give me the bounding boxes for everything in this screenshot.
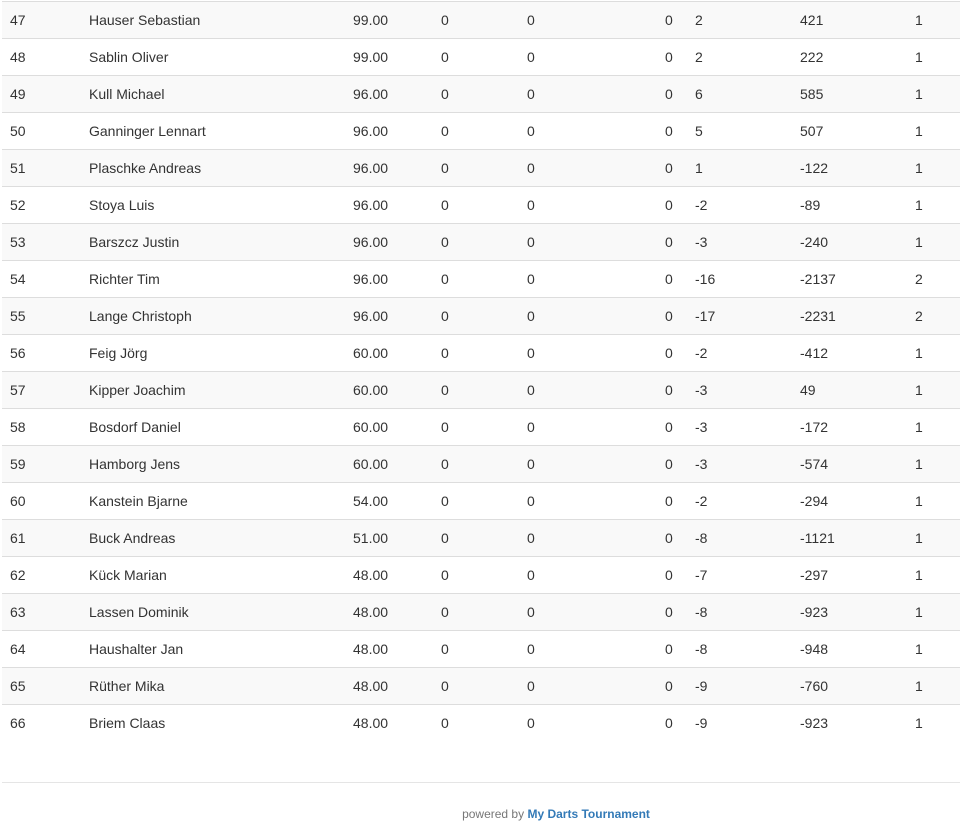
stat-cell-b: 0 [519, 594, 665, 631]
stat-cell-d: -17 [695, 298, 800, 335]
stat-cell-b: 0 [519, 705, 665, 742]
average-cell: 96.00 [345, 150, 433, 187]
stat-cell-a: 0 [433, 113, 519, 150]
stat-cell-f: 1 [915, 520, 960, 557]
player-name-cell: Bosdorf Daniel [81, 409, 345, 446]
stat-cell-d: -9 [695, 705, 800, 742]
average-cell: 48.00 [345, 668, 433, 705]
stat-cell-c: 0 [665, 668, 695, 705]
stat-cell-f: 1 [915, 372, 960, 409]
average-cell: 60.00 [345, 372, 433, 409]
rank-cell: 52 [2, 187, 81, 224]
stat-cell-d: -3 [695, 224, 800, 261]
stat-cell-a: 0 [433, 594, 519, 631]
stat-cell-c: 0 [665, 705, 695, 742]
stat-cell-a: 0 [433, 2, 519, 39]
stat-cell-c: 0 [665, 409, 695, 446]
stat-cell-b: 0 [519, 113, 665, 150]
table-row [2, 705, 960, 742]
stat-cell-a: 0 [433, 150, 519, 187]
stat-cell-a: 0 [433, 483, 519, 520]
stat-cell-e: -2137 [800, 261, 915, 298]
stat-cell-b: 0 [519, 261, 665, 298]
stat-cell-f: 1 [915, 668, 960, 705]
stat-cell-f: 1 [915, 150, 960, 187]
player-name-cell: Plaschke Andreas [81, 150, 345, 187]
rank-cell: 57 [2, 372, 81, 409]
stat-cell-b: 0 [519, 631, 665, 668]
player-name-cell: Sablin Oliver [81, 39, 345, 76]
stat-cell-d: -2 [695, 483, 800, 520]
stat-cell-c: 0 [665, 187, 695, 224]
rank-cell: 53 [2, 224, 81, 261]
stat-cell-d: 6 [695, 76, 800, 113]
average-cell: 48.00 [345, 594, 433, 631]
stat-cell-c: 0 [665, 372, 695, 409]
stat-cell-a: 0 [433, 557, 519, 594]
stat-cell-c: 0 [665, 631, 695, 668]
average-cell: 96.00 [345, 224, 433, 261]
stat-cell-d: -8 [695, 631, 800, 668]
table-row [2, 76, 960, 113]
stat-cell-d: -2 [695, 187, 800, 224]
stat-cell-c: 0 [665, 39, 695, 76]
table-row [2, 557, 960, 594]
stat-cell-f: 1 [915, 594, 960, 631]
rank-cell: 63 [2, 594, 81, 631]
stat-cell-c: 0 [665, 446, 695, 483]
player-name-cell: Lange Christoph [81, 298, 345, 335]
stat-cell-f: 1 [915, 335, 960, 372]
stat-cell-e: -923 [800, 705, 915, 742]
stat-cell-a: 0 [433, 76, 519, 113]
stat-cell-a: 0 [433, 372, 519, 409]
stat-cell-d: -16 [695, 261, 800, 298]
stat-cell-e: 49 [800, 372, 915, 409]
stat-cell-f: 1 [915, 113, 960, 150]
average-cell: 99.00 [345, 2, 433, 39]
stat-cell-f: 1 [915, 483, 960, 520]
stat-cell-d: -7 [695, 557, 800, 594]
player-name-cell: Kipper Joachim [81, 372, 345, 409]
stat-cell-e: -89 [800, 187, 915, 224]
player-name-cell: Feig Jörg [81, 335, 345, 372]
stat-cell-b: 0 [519, 483, 665, 520]
stat-cell-e: -760 [800, 668, 915, 705]
player-name-cell: Rüther Mika [81, 668, 345, 705]
rank-cell: 58 [2, 409, 81, 446]
table-row [2, 446, 960, 483]
stat-cell-b: 0 [519, 335, 665, 372]
stat-cell-c: 0 [665, 261, 695, 298]
rank-cell: 47 [2, 2, 81, 39]
stat-cell-a: 0 [433, 187, 519, 224]
rank-cell: 66 [2, 705, 81, 742]
footer-brand-link[interactable]: My Darts Tournament [527, 807, 650, 821]
rank-cell: 60 [2, 483, 81, 520]
stat-cell-f: 1 [915, 409, 960, 446]
average-cell: 96.00 [345, 298, 433, 335]
stat-cell-c: 0 [665, 113, 695, 150]
rank-cell: 59 [2, 446, 81, 483]
stat-cell-b: 0 [519, 520, 665, 557]
stat-cell-c: 0 [665, 520, 695, 557]
average-cell: 96.00 [345, 76, 433, 113]
stat-cell-d: -2 [695, 335, 800, 372]
player-name-cell: Kanstein Bjarne [81, 483, 345, 520]
stat-cell-f: 1 [915, 2, 960, 39]
table-row [2, 39, 960, 76]
stat-cell-c: 0 [665, 335, 695, 372]
average-cell: 96.00 [345, 261, 433, 298]
table-row [2, 261, 960, 298]
stat-cell-e: 507 [800, 113, 915, 150]
average-cell: 48.00 [345, 557, 433, 594]
table-row [2, 372, 960, 409]
rank-cell: 51 [2, 150, 81, 187]
table-row [2, 335, 960, 372]
stat-cell-a: 0 [433, 335, 519, 372]
stat-cell-a: 0 [433, 446, 519, 483]
table-row [2, 594, 960, 631]
average-cell: 99.00 [345, 39, 433, 76]
footer-divider [2, 782, 960, 783]
player-name-cell: Hamborg Jens [81, 446, 345, 483]
table-row [2, 520, 960, 557]
standings-table-body [2, 2, 960, 742]
stat-cell-d: -3 [695, 446, 800, 483]
rank-cell: 49 [2, 76, 81, 113]
stat-cell-d: -3 [695, 409, 800, 446]
stat-cell-e: 421 [800, 2, 915, 39]
player-name-cell: Barszcz Justin [81, 224, 345, 261]
footer-powered-by: powered by [462, 807, 525, 821]
player-name-cell: Kull Michael [81, 76, 345, 113]
stat-cell-e: -122 [800, 150, 915, 187]
stat-cell-b: 0 [519, 298, 665, 335]
stat-cell-a: 0 [433, 298, 519, 335]
stat-cell-b: 0 [519, 668, 665, 705]
rank-cell: 65 [2, 668, 81, 705]
table-row [2, 631, 960, 668]
stat-cell-e: -297 [800, 557, 915, 594]
stat-cell-f: 1 [915, 39, 960, 76]
stat-cell-b: 0 [519, 372, 665, 409]
stat-cell-e: -1121 [800, 520, 915, 557]
average-cell: 60.00 [345, 409, 433, 446]
player-name-cell: Ganninger Lennart [81, 113, 345, 150]
table-row [2, 113, 960, 150]
average-cell: 60.00 [345, 446, 433, 483]
rank-cell: 55 [2, 298, 81, 335]
stat-cell-c: 0 [665, 150, 695, 187]
stat-cell-e: -574 [800, 446, 915, 483]
rank-cell: 64 [2, 631, 81, 668]
stat-cell-c: 0 [665, 483, 695, 520]
stat-cell-a: 0 [433, 39, 519, 76]
stat-cell-b: 0 [519, 187, 665, 224]
stat-cell-a: 0 [433, 409, 519, 446]
rank-cell: 48 [2, 39, 81, 76]
stat-cell-f: 2 [915, 298, 960, 335]
rank-cell: 56 [2, 335, 81, 372]
stat-cell-f: 1 [915, 557, 960, 594]
average-cell: 96.00 [345, 113, 433, 150]
table-row [2, 224, 960, 261]
stat-cell-d: -8 [695, 520, 800, 557]
table-row [2, 483, 960, 520]
average-cell: 96.00 [345, 187, 433, 224]
table-row [2, 409, 960, 446]
table-row [2, 2, 960, 39]
stat-cell-f: 1 [915, 446, 960, 483]
stat-cell-c: 0 [665, 76, 695, 113]
footer [0, 807, 960, 821]
player-name-cell: Buck Andreas [81, 520, 345, 557]
stat-cell-d: -3 [695, 372, 800, 409]
average-cell: 60.00 [345, 335, 433, 372]
stat-cell-a: 0 [433, 520, 519, 557]
stat-cell-f: 2 [915, 261, 960, 298]
stat-cell-e: -2231 [800, 298, 915, 335]
table-row [2, 298, 960, 335]
standings-table-container [2, 1, 960, 742]
stat-cell-e: 585 [800, 76, 915, 113]
stat-cell-b: 0 [519, 224, 665, 261]
stat-cell-a: 0 [433, 631, 519, 668]
stat-cell-a: 0 [433, 261, 519, 298]
table-row [2, 668, 960, 705]
average-cell: 48.00 [345, 705, 433, 742]
stat-cell-c: 0 [665, 298, 695, 335]
stat-cell-e: -172 [800, 409, 915, 446]
stat-cell-c: 0 [665, 224, 695, 261]
stat-cell-b: 0 [519, 409, 665, 446]
rank-cell: 54 [2, 261, 81, 298]
stat-cell-c: 0 [665, 557, 695, 594]
player-name-cell: Haushalter Jan [81, 631, 345, 668]
stat-cell-a: 0 [433, 224, 519, 261]
stat-cell-e: -948 [800, 631, 915, 668]
stat-cell-a: 0 [433, 705, 519, 742]
stat-cell-c: 0 [665, 2, 695, 39]
stat-cell-f: 1 [915, 631, 960, 668]
stat-cell-e: -240 [800, 224, 915, 261]
table-row [2, 150, 960, 187]
stat-cell-b: 0 [519, 2, 665, 39]
stat-cell-e: -412 [800, 335, 915, 372]
stat-cell-e: 222 [800, 39, 915, 76]
stat-cell-b: 0 [519, 446, 665, 483]
stat-cell-d: 2 [695, 2, 800, 39]
stat-cell-d: -8 [695, 594, 800, 631]
stat-cell-f: 1 [915, 705, 960, 742]
stat-cell-b: 0 [519, 39, 665, 76]
table-row [2, 187, 960, 224]
stat-cell-b: 0 [519, 557, 665, 594]
stat-cell-a: 0 [433, 668, 519, 705]
rank-cell: 62 [2, 557, 81, 594]
stat-cell-d: -9 [695, 668, 800, 705]
player-name-cell: Briem Claas [81, 705, 345, 742]
average-cell: 54.00 [345, 483, 433, 520]
player-name-cell: Hauser Sebastian [81, 2, 345, 39]
stat-cell-d: 1 [695, 150, 800, 187]
stat-cell-f: 1 [915, 224, 960, 261]
stat-cell-b: 0 [519, 150, 665, 187]
rank-cell: 61 [2, 520, 81, 557]
standings-table [2, 1, 960, 742]
player-name-cell: Richter Tim [81, 261, 345, 298]
stat-cell-c: 0 [665, 594, 695, 631]
stat-cell-e: -923 [800, 594, 915, 631]
stat-cell-e: -294 [800, 483, 915, 520]
player-name-cell: Lassen Dominik [81, 594, 345, 631]
stat-cell-d: 2 [695, 39, 800, 76]
stat-cell-b: 0 [519, 76, 665, 113]
average-cell: 51.00 [345, 520, 433, 557]
stat-cell-f: 1 [915, 187, 960, 224]
player-name-cell: Stoya Luis [81, 187, 345, 224]
stat-cell-f: 1 [915, 76, 960, 113]
average-cell: 48.00 [345, 631, 433, 668]
stat-cell-d: 5 [695, 113, 800, 150]
player-name-cell: Kück Marian [81, 557, 345, 594]
rank-cell: 50 [2, 113, 81, 150]
